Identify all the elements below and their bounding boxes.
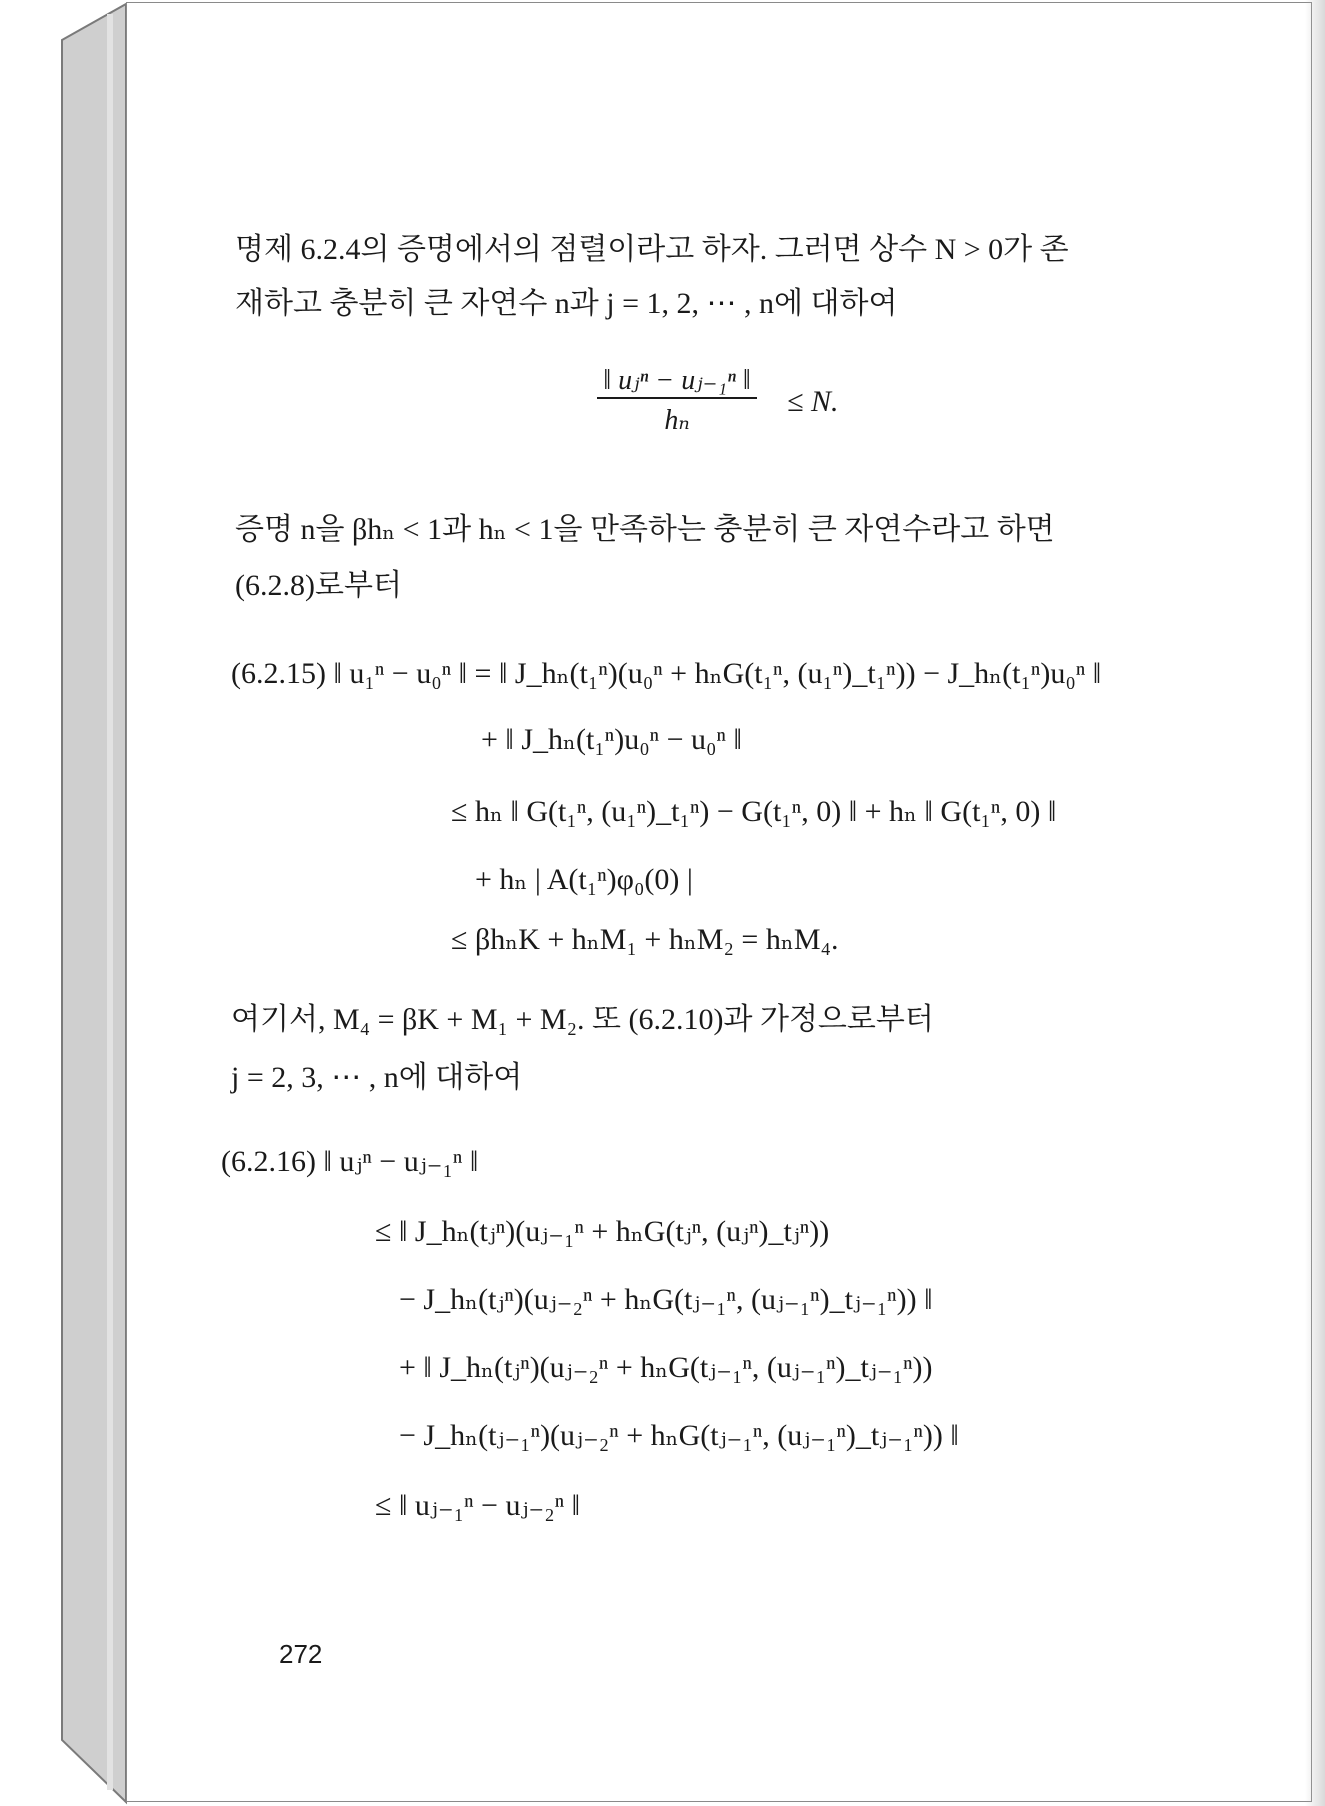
equation-6-2-16-line: − J_hₙ(tⱼⁿ)(uⱼ₋₂ⁿ + hₙG(tⱼ₋₁ⁿ, (uⱼ₋₁ⁿ)_tⱼ₋₁ⁿ)) ‖ (399, 1283, 933, 1316)
paragraph-line: 재하고 충분히 큰 자연수 n과 j = 1, 2, ⋯ , n에 대하여 (235, 287, 898, 320)
equation-6-2-16-line: ≤ ‖ uⱼ₋₁ⁿ − uⱼ₋₂ⁿ ‖ (375, 1489, 581, 1522)
fraction-rhs: ≤ N. (787, 385, 839, 418)
book-spine (0, 0, 140, 1806)
fraction-denominator: hₙ (664, 405, 690, 436)
equation-6-2-15-line: + hₙ | A(t₁ⁿ)φ₀(0) | (475, 863, 693, 896)
fraction-numerator: ‖ uⱼⁿ − uⱼ₋₁ⁿ ‖ (597, 363, 757, 399)
equation-6-2-15-line: + ‖ J_hₙ(t₁ⁿ)u₀ⁿ − u₀ⁿ ‖ (481, 723, 742, 756)
equation-6-2-16-line: ≤ ‖ J_hₙ(tⱼⁿ)(uⱼ₋₁ⁿ + hₙG(tⱼⁿ, (uⱼⁿ)_tⱼⁿ)) (375, 1215, 830, 1248)
equation-6-2-15-line: (6.2.15) ‖ u₁ⁿ − u₀ⁿ ‖ = ‖ J_hₙ(t₁ⁿ)(u₀ⁿ + hₙG(t₁ⁿ, (u₁ⁿ)_t₁ⁿ)) − J_hₙ(t₁ⁿ)u₀ⁿ ‖ (231, 657, 1102, 690)
paragraph-line: j = 2, 3, ⋯ , n에 대하여 (231, 1061, 523, 1094)
equation-6-2-16-line: + ‖ J_hₙ(tⱼⁿ)(uⱼ₋₂ⁿ + hₙG(tⱼ₋₁ⁿ, (uⱼ₋₁ⁿ)_tⱼ₋₁ⁿ)) (399, 1351, 933, 1384)
proof-line: (6.2.8)로부터 (235, 569, 402, 602)
book-page (126, 2, 1312, 1802)
paragraph-line: 명제 6.2.4의 증명에서의 점렬이라고 하자. 그러면 상수 N > 0가 존 (235, 233, 1069, 266)
paragraph-line: 여기서, M₄ = βK + M₁ + M₂. 또 (6.2.10)과 가정으로부터 (231, 1003, 934, 1036)
equation-6-2-16-line: (6.2.16) ‖ uⱼⁿ − uⱼ₋₁ⁿ ‖ (221, 1145, 479, 1178)
equation-6-2-16-line: − J_hₙ(tⱼ₋₁ⁿ)(uⱼ₋₂ⁿ + hₙG(tⱼ₋₁ⁿ, (uⱼ₋₁ⁿ)_tⱼ₋₁ⁿ)) ‖ (399, 1419, 959, 1452)
fraction (577, 363, 777, 437)
page-edge-shadow (1305, 0, 1325, 1806)
equation-6-2-15-line: ≤ βhₙK + hₙM₁ + hₙM₂ = hₙM₄. (451, 923, 839, 956)
proof-line: 증명 n을 βhₙ < 1과 hₙ < 1을 만족하는 충분히 큰 자연수라고 하면 (235, 513, 1055, 546)
equation-6-2-15-line: ≤ hₙ ‖ G(t₁ⁿ, (u₁ⁿ)_t₁ⁿ) − G(t₁ⁿ, 0) ‖ + hₙ ‖ G(t₁ⁿ, 0) ‖ (451, 795, 1057, 828)
page-number: 272 (279, 1639, 323, 1669)
page-content (127, 3, 1311, 1801)
